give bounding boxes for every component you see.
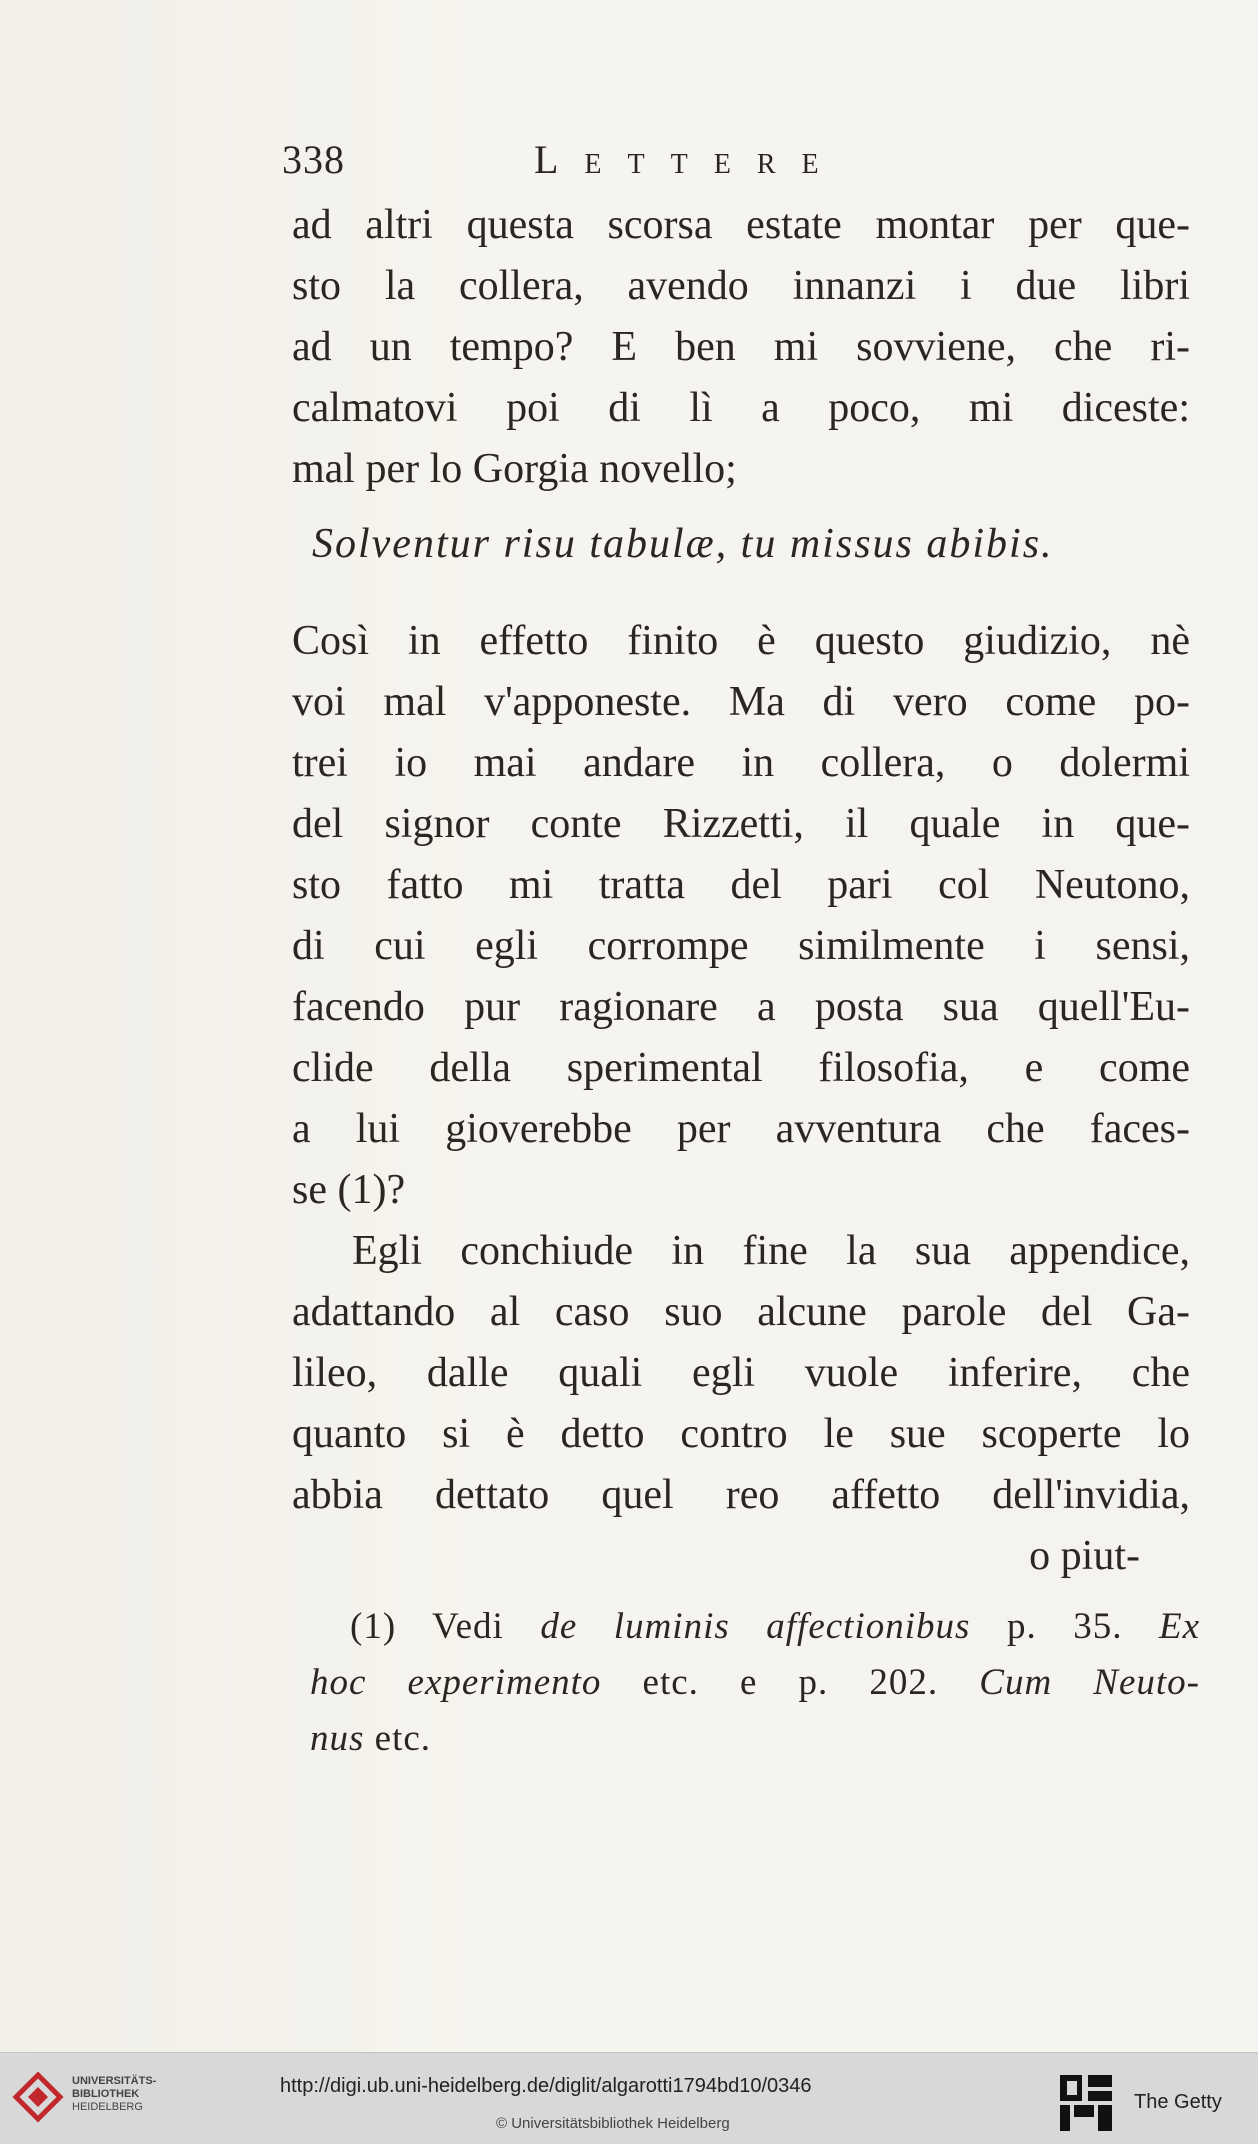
library-name-line: BIBLIOTHEK [72, 2088, 140, 2100]
footnote-line [350, 1600, 1200, 1654]
text-line: se (1)? [292, 1167, 406, 1213]
page-number: 338 [282, 137, 345, 182]
text-line: mal per lo Gorgia novello; [292, 446, 737, 492]
text-line: Egli conchiude in fine la sua appendice, [352, 1228, 1190, 1274]
running-title: Lettere [534, 137, 845, 182]
footnote-line [310, 1656, 1200, 1710]
verse-quotation: Solventur risu tabulæ, tu missus abibis. [312, 521, 1054, 567]
text-line: sto la collera, avendo innanzi i due libri [292, 263, 1190, 309]
footnote-italic: hoc experimento [310, 1662, 602, 1703]
partner-name: The Getty [1134, 2091, 1222, 2113]
text-line: del signor conte Rizzetti, il quale in que- [292, 801, 1190, 847]
footnote-text: p. 35. [970, 1606, 1159, 1647]
text-line: clide della sperimental filosofia, e come [292, 1045, 1190, 1091]
footnote-line [310, 1712, 1200, 1766]
permalink-url[interactable]: http://digi.ub.uni-heidelberg.de/diglit/algarotti1794bd10/0346 [280, 2075, 812, 2097]
text-line: quanto si è detto contro le sue scoperte lo [292, 1411, 1190, 1457]
footnote-italic: de luminis affectionibus [540, 1606, 971, 1647]
copyright-notice: © Universitätsbibliothek Heidelberg [496, 2115, 730, 2132]
footnote-italic: nus [310, 1718, 365, 1759]
library-name [72, 2075, 156, 2114]
text-line: ad un tempo? E ben mi sovviene, che ri- [292, 324, 1190, 370]
text-line: a lui gioverebbe per avventura che faces- [292, 1106, 1190, 1152]
getty-logo-icon[interactable] [1058, 2073, 1114, 2133]
text-line: abbia dettato quel reo affetto dell'invidia, [292, 1472, 1190, 1518]
library-name-line: UNIVERSITÄTS- [72, 2075, 157, 2087]
text-line: trei io mai andare in collera, o dolermi [292, 740, 1190, 786]
text-line: ad altri questa scorsa estate montar per que- [292, 202, 1190, 248]
text-line: lileo, dalle quali egli vuole inferire, che [292, 1350, 1190, 1396]
text-line: Così in effetto finito è questo giudizio, nè [292, 618, 1190, 664]
university-library-logo-icon[interactable] [12, 2071, 64, 2123]
text-line: di cui egli corrompe similmente i sensi, [292, 923, 1190, 969]
footnote-text: (1) Vedi [350, 1606, 541, 1647]
footnote-italic: Ex [1158, 1606, 1201, 1647]
text-line: voi mal v'apponeste. Ma di vero come po- [292, 679, 1190, 725]
text-line: facendo pur ragionare a posta sua quell'Eu- [292, 984, 1190, 1030]
page-header [282, 136, 1182, 186]
viewer-footer [0, 2052, 1258, 2144]
footnote-text: etc. e p. 202. [601, 1662, 980, 1703]
footnote-text: etc. [364, 1718, 432, 1759]
catchword: o piut- [1029, 1533, 1140, 1579]
text-line: calmatovi poi di lì a poco, mi diceste: [292, 385, 1190, 431]
library-name-line: HEIDELBERG [72, 2101, 143, 2113]
text-line: adattando al caso suo alcune parole del Ga- [292, 1289, 1190, 1335]
text-line: sto fatto mi tratta del pari col Neutono, [292, 862, 1190, 908]
footnote-italic: Cum Neuto- [979, 1662, 1200, 1703]
